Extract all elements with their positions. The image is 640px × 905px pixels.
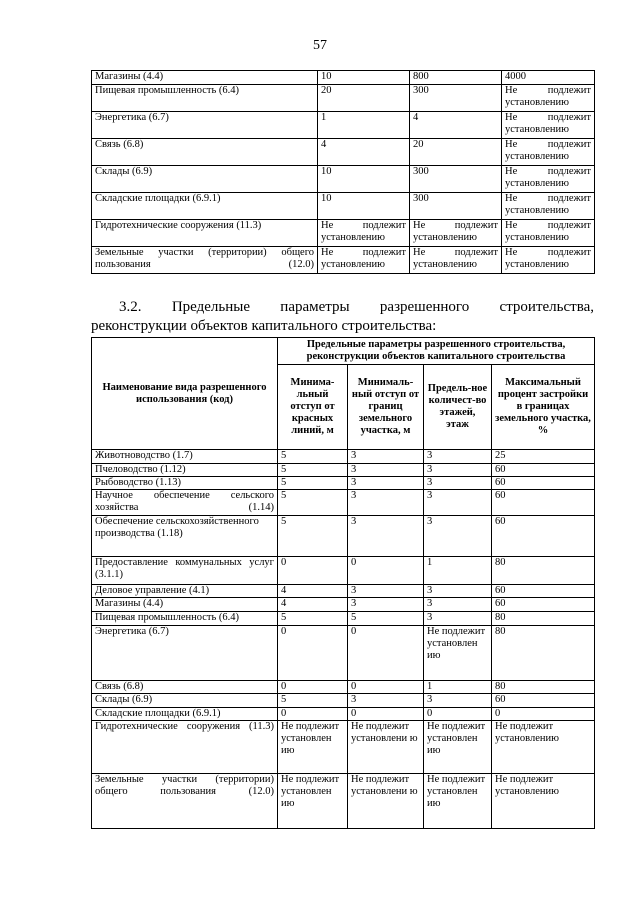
parameter-cell: 4 xyxy=(318,139,410,166)
parameter-cell: 80 xyxy=(492,557,595,585)
table-row xyxy=(92,694,595,708)
section-heading-line2: реконструкции объектов капитального строительства: xyxy=(91,318,437,334)
parameter-cell: Не подлежит установлению xyxy=(410,220,502,247)
parameter-cell: 3 xyxy=(348,464,424,477)
parameter-cell: 300 xyxy=(410,166,502,193)
parameter-cell: 3 xyxy=(424,490,492,516)
usage-type-cell: Пищевая промышленность (6.4) xyxy=(92,612,278,626)
parameter-cell: 0 xyxy=(492,708,595,721)
parameter-cell: 80 xyxy=(492,626,595,681)
parameter-cell: 0 xyxy=(278,557,348,585)
section-number: 3.2. xyxy=(119,299,142,315)
parameter-cell: Не подлежит установлен ию xyxy=(424,721,492,774)
parameter-cell: Не подлежит установлени ю xyxy=(348,774,424,829)
usage-type-cell: Склады (6.9) xyxy=(92,166,318,193)
header-floors: Предель-ное количест-во этажей, этаж xyxy=(424,365,492,450)
usage-type-cell: Гидротехнические сооружения (11.3) xyxy=(92,721,278,774)
parameter-cell: 0 xyxy=(348,626,424,681)
parameter-cell: Не подлежит установлен ию xyxy=(278,721,348,774)
header-max-coverage: Максимальный процент застройки в границах земельного участка, % xyxy=(492,365,595,450)
parameter-cell: 4000 xyxy=(502,71,595,85)
parameter-cell: 60 xyxy=(492,598,595,612)
table-row xyxy=(92,681,595,694)
parameter-cell: Не подлежит установлению xyxy=(502,112,595,139)
parameter-cell: 3 xyxy=(348,585,424,598)
parameter-cell: Не подлежит установлен ию xyxy=(424,626,492,681)
parameter-cell: Не подлежит установлению xyxy=(410,247,502,274)
parameter-cell: 4 xyxy=(278,598,348,612)
usage-type-cell: Связь (6.8) xyxy=(92,139,318,166)
parameter-cell: 5 xyxy=(278,612,348,626)
parameter-cell: 5 xyxy=(278,450,348,464)
parameter-cell: 3 xyxy=(424,598,492,612)
usage-type-cell: Деловое управление (4.1) xyxy=(92,585,278,598)
table-row xyxy=(92,721,595,774)
section-word: строительства, xyxy=(499,299,594,315)
usage-type-cell: Предоставление коммунальных услуг (3.1.1) xyxy=(92,557,278,585)
parameter-cell: 5 xyxy=(278,477,348,490)
parameter-cell: 3 xyxy=(424,516,492,557)
parameter-cell: 80 xyxy=(492,681,595,694)
header-red-line-offset: Минима-льный отступ от красных линий, м xyxy=(278,365,348,450)
parameter-cell: 3 xyxy=(424,585,492,598)
parameter-cell: Не подлежит установлению xyxy=(502,220,595,247)
table-row xyxy=(92,626,595,681)
table-row xyxy=(92,612,595,626)
header-limit-params: Предельные параметры разрешенного строительства, реконструкции объектов капитального строительства xyxy=(278,338,595,365)
parameter-cell: 10 xyxy=(318,193,410,220)
header-boundary-offset: Минималь-ный отступ от границ земельного участка, м xyxy=(348,365,424,450)
table-row xyxy=(92,450,595,464)
usage-type-cell: Пчеловодство (1.12) xyxy=(92,464,278,477)
usage-type-cell: Магазины (4.4) xyxy=(92,598,278,612)
table-row xyxy=(92,598,595,612)
parameter-cell: 5 xyxy=(278,464,348,477)
parameter-cell: 60 xyxy=(492,585,595,598)
usage-type-cell: Магазины (4.4) xyxy=(92,71,318,85)
parameter-cell: Не подлежит установлен ию xyxy=(278,774,348,829)
table-row xyxy=(92,490,595,516)
parameter-cell: 0 xyxy=(348,681,424,694)
parameter-cell: 3 xyxy=(348,477,424,490)
parameter-cell: Не подлежит установлению xyxy=(318,220,410,247)
parameter-cell: Не подлежит установлению xyxy=(502,166,595,193)
parameter-cell: 1 xyxy=(424,557,492,585)
usage-type-cell: Склады (6.9) xyxy=(92,694,278,708)
usage-type-cell: Энергетика (6.7) xyxy=(92,626,278,681)
table-row xyxy=(92,516,595,557)
usage-type-cell: Энергетика (6.7) xyxy=(92,112,318,139)
parameter-cell: 3 xyxy=(348,598,424,612)
parameter-cell: 3 xyxy=(424,464,492,477)
parameter-cell: 60 xyxy=(492,477,595,490)
table-row xyxy=(92,464,595,477)
parameter-cell: 60 xyxy=(492,464,595,477)
section-word: параметры xyxy=(280,299,350,315)
parameter-cell: 3 xyxy=(348,516,424,557)
usage-type-cell: Связь (6.8) xyxy=(92,681,278,694)
parameter-cell: 4 xyxy=(410,112,502,139)
section-word: разрешенного xyxy=(379,299,470,315)
usage-type-cell: Земельные участки (территории) общего пользования (12.0) xyxy=(92,774,278,829)
parameter-cell: 300 xyxy=(410,193,502,220)
parameter-cell: 3 xyxy=(424,450,492,464)
table-row xyxy=(92,166,595,193)
table-row xyxy=(92,71,595,85)
section-heading xyxy=(91,298,594,336)
parameter-cell: 3 xyxy=(348,490,424,516)
parameter-cell: 3 xyxy=(348,450,424,464)
usage-type-cell: Складские площадки (6.9.1) xyxy=(92,708,278,721)
parameter-cell: Не подлежит установлени ю xyxy=(348,721,424,774)
parameter-cell: 5 xyxy=(348,612,424,626)
parameter-cell: 20 xyxy=(410,139,502,166)
parameter-cell: 10 xyxy=(318,166,410,193)
parameter-cell: 300 xyxy=(410,85,502,112)
parameter-cell: 4 xyxy=(278,585,348,598)
usage-type-cell: Обеспечение сельскохозяйственного производства (1.18) xyxy=(92,516,278,557)
usage-type-cell: Животноводство (1.7) xyxy=(92,450,278,464)
parameter-cell: Не подлежит установлению xyxy=(492,721,595,774)
usage-type-cell: Гидротехнические сооружения (11.3) xyxy=(92,220,318,247)
table-row xyxy=(92,112,595,139)
table-row xyxy=(92,557,595,585)
parameter-cell: 0 xyxy=(424,708,492,721)
parameter-cell: 60 xyxy=(492,694,595,708)
parameter-cell: 1 xyxy=(318,112,410,139)
top-parameters-table xyxy=(91,70,595,274)
parameter-cell: 3 xyxy=(424,612,492,626)
table-row xyxy=(92,708,595,721)
usage-type-cell: Рыбоводство (1.13) xyxy=(92,477,278,490)
page-number: 57 xyxy=(313,38,327,53)
parameter-cell: 60 xyxy=(492,490,595,516)
parameter-cell: 25 xyxy=(492,450,595,464)
parameter-cell: Не подлежит установлению xyxy=(502,247,595,274)
parameter-cell: 5 xyxy=(278,516,348,557)
parameter-cell: 0 xyxy=(278,626,348,681)
parameter-cell: Не подлежит установлению xyxy=(502,85,595,112)
parameter-cell: 3 xyxy=(424,477,492,490)
table-row xyxy=(92,220,595,247)
parameter-cell: 10 xyxy=(318,71,410,85)
parameter-cell: 0 xyxy=(348,557,424,585)
usage-type-cell: Складские площадки (6.9.1) xyxy=(92,193,318,220)
table-row xyxy=(92,85,595,112)
usage-type-cell: Научное обеспечение сельского хозяйства (1.14) xyxy=(92,490,278,516)
table-row xyxy=(92,247,595,274)
parameter-cell: 0 xyxy=(348,708,424,721)
parameter-cell: 3 xyxy=(348,694,424,708)
usage-type-cell: Пищевая промышленность (6.4) xyxy=(92,85,318,112)
parameter-cell: 800 xyxy=(410,71,502,85)
header-usage-type: Наименование вида разрешенного использования (код) xyxy=(92,338,278,450)
building-parameters-table xyxy=(91,337,595,829)
parameter-cell: 3 xyxy=(424,694,492,708)
parameter-cell: 5 xyxy=(278,490,348,516)
parameter-cell: 1 xyxy=(424,681,492,694)
parameter-cell: 80 xyxy=(492,612,595,626)
parameter-cell: 60 xyxy=(492,516,595,557)
table-row xyxy=(92,139,595,166)
parameter-cell: Не подлежит установлению xyxy=(318,247,410,274)
usage-type-cell: Земельные участки (территории) общего пользования (12.0) xyxy=(92,247,318,274)
parameter-cell: Не подлежит установлен ию xyxy=(424,774,492,829)
parameter-cell: 0 xyxy=(278,681,348,694)
parameter-cell: 5 xyxy=(278,694,348,708)
parameter-cell: Не подлежит установлению xyxy=(502,139,595,166)
table-row xyxy=(92,193,595,220)
table-row xyxy=(92,585,595,598)
parameter-cell: 0 xyxy=(278,708,348,721)
parameter-cell: 20 xyxy=(318,85,410,112)
table-row xyxy=(92,774,595,829)
table-row xyxy=(92,477,595,490)
section-word: Предельные xyxy=(171,299,250,315)
parameter-cell: Не подлежит установлению xyxy=(492,774,595,829)
parameter-cell: Не подлежит установлению xyxy=(502,193,595,220)
